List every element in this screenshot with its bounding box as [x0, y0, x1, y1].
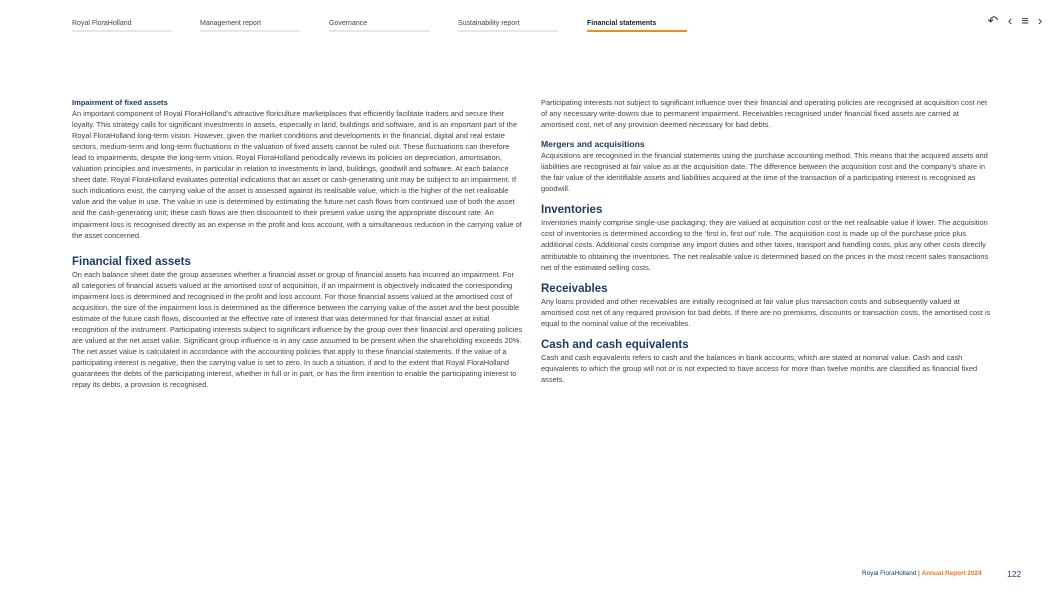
footer	[862, 570, 982, 577]
tab-financial-statements[interactable]	[587, 20, 656, 32]
previous-page-icon[interactable]: ‹	[1007, 13, 1013, 28]
top-navigation	[0, 0, 1064, 40]
impairment-paragraph	[72, 97, 523, 241]
receivables-text: Any loans provided and other receivables are initially recognised at fair value plus transaction costs and subsequently valued at amortised cost net of any required provision for bad debts. If there are no premiums, discounts or transaction costs, the amortised cost is equal to the nominal value of the receivables.	[541, 296, 991, 328]
inventories-heading: Inventories	[541, 204, 603, 217]
tab-underline	[200, 30, 300, 32]
right-column	[541, 97, 991, 385]
impairment-text: An important component of Royal FloraHolland’s attractive floriculture marketplaces that efficiently facilitate traders and secure their loyalty. This strategy calls for significant investments in assets, especially in land, buildings and software, and is an important part of the Royal FloraHolland long-term vision. However, given the market conditions and developments in the financial, digital and real estate sectors, medium-term and long-term fluctuations in the valuation of fixed assets cannot be ruled out. These fluctuations can therefore lead to impairments, despite the long-term vision. Royal FloraHolland periodically reviews its policies on depreciation, amortisation, valuation principles and investments, in particular in relation to investments in land, buildings, goodwill and software. At each balance sheet date, Royal FloraHolland evaluates potential indications that an asset or cash-generating unit may be subject to an impairment. If such indications exist, the carrying value of the asset is assessed against its realisable value, which is the higher of the net realisable value and the value in use. The value in use is determined by estimating the future net cash flows from continued use of both the asset and the cash-generating unit; these cash flows are then discounted to their present value using the appropriate discount rate. An impairment loss is recognised directly as an expense in the profit and loss account, with a simultaneous reduction in the carrying value of the asset concerned.	[72, 109, 522, 240]
menu-icon[interactable]: ≡	[1021, 13, 1029, 28]
tab-label: Royal FloraHolland	[72, 20, 132, 27]
next-page-icon[interactable]: ›	[1037, 13, 1043, 28]
tab-label: Governance	[329, 20, 368, 27]
tab-sustainability-report[interactable]	[458, 20, 519, 32]
receivables-heading: Receivables	[541, 282, 608, 295]
footer-org: Royal FloraHolland	[862, 570, 917, 577]
left-column	[72, 97, 523, 390]
tab-label: Sustainability report	[458, 20, 520, 27]
tab-label: Financial statements	[587, 20, 657, 27]
mergers-paragraph	[541, 139, 991, 194]
cash-heading: Cash and cash equivalents	[541, 338, 689, 351]
tab-underline	[329, 30, 429, 32]
tab-management-report[interactable]	[200, 20, 261, 32]
mergers-text: Acquisitions are recognised in the financial statements using the purchase accounting method. This means that the acquired assets and liabilities are recognised at fair value as at the acquisition date. The difference between the acquisition cost and the company’s share in the fair value of the identifiable assets and liabilities acquired at the time of the transaction of a participating interest is recognised as goodwill.	[541, 151, 988, 194]
financial-fixed-assets-heading: Financial fixed assets	[72, 255, 191, 268]
mergers-heading: Mergers and acquisitions	[541, 139, 645, 150]
page-number: 122	[1007, 569, 1022, 579]
footer-report: Annual Report 2024	[921, 570, 982, 577]
financial-fixed-assets-text: On each balance sheet date the group assesses whether a financial asset or group of financial assets has incurred an impairment. For all categories of financial assets valued at the amortised cost of acquisition, if an impairment is objectively indicated the corresponding impairment loss is determined and recognised in the profit and loss account. For those financial assets valued at the amortised cost of acquisition, the size of the impairment loss is determined as the difference between the carrying value of the asset and the best possible estimate of the future cash flows, discounted at the effective rate of interest that was determined for that financial asset at initial recognition of the instrument. Participating interests subject to significant influence by the group over their financial and operating policies are valued at the net asset value. Significant group influence is in any case assumed to be present when the shareholding exceeds 20%. The net asset value is calculated in accordance with the accounting policies that apply to these financial statements. If the value of a participating interest is negative, then the carrying value is set to zero. In such a situation, if and to the extent that Royal FloraHolland guarantees the debts of the participating interest, whether in full or in part, or has the firm intention to enable the participating interest to repay its debts, a provision is recognised.	[72, 269, 523, 390]
participating-interests-text: Participating interests not subject to significant influence over their financial and operating policies are recognised at acquisition cost net of any necessary write-downs due to permanent impairment. Receivables recognised under financial fixed assets are carried at amortised cost, net of any provision deemed necessary for bad debts.	[541, 98, 988, 130]
tab-underline-active	[587, 30, 687, 32]
impairment-heading: Impairment of fixed assets	[72, 98, 168, 107]
back-icon[interactable]: ↶	[987, 13, 999, 28]
tab-governance[interactable]	[329, 20, 367, 32]
tab-label: Management report	[200, 20, 262, 27]
inventories-text: Inventories mainly comprise single-use packaging; they are valued at acquisition cost or the net realisable value if lower. The acquisition cost of inventories is determined according to the ‘first in, first out’ rule. The acquisition cost is made up of the purchase price plus additional costs. Additional costs comprise any import duties and other taxes, transport and handling costs, plus any other costs directly attributable to obtaining the inventories. The net realisable value is determined based on the prices in the most recent sales transactions net of the estimated selling costs.	[541, 218, 989, 272]
tab-underline	[458, 30, 558, 32]
tab-royal-floraholland[interactable]	[72, 20, 132, 32]
tab-underline	[72, 30, 172, 32]
cash-text: Cash and cash equivalents refers to cash and the balances in bank accounts, which are stated at nominal value. Cash and cash equivalents to which the group will not or is not expected to have access for more than twelve months are classified as financial fixed assets.	[541, 352, 978, 384]
footer-separator: |	[918, 570, 920, 577]
